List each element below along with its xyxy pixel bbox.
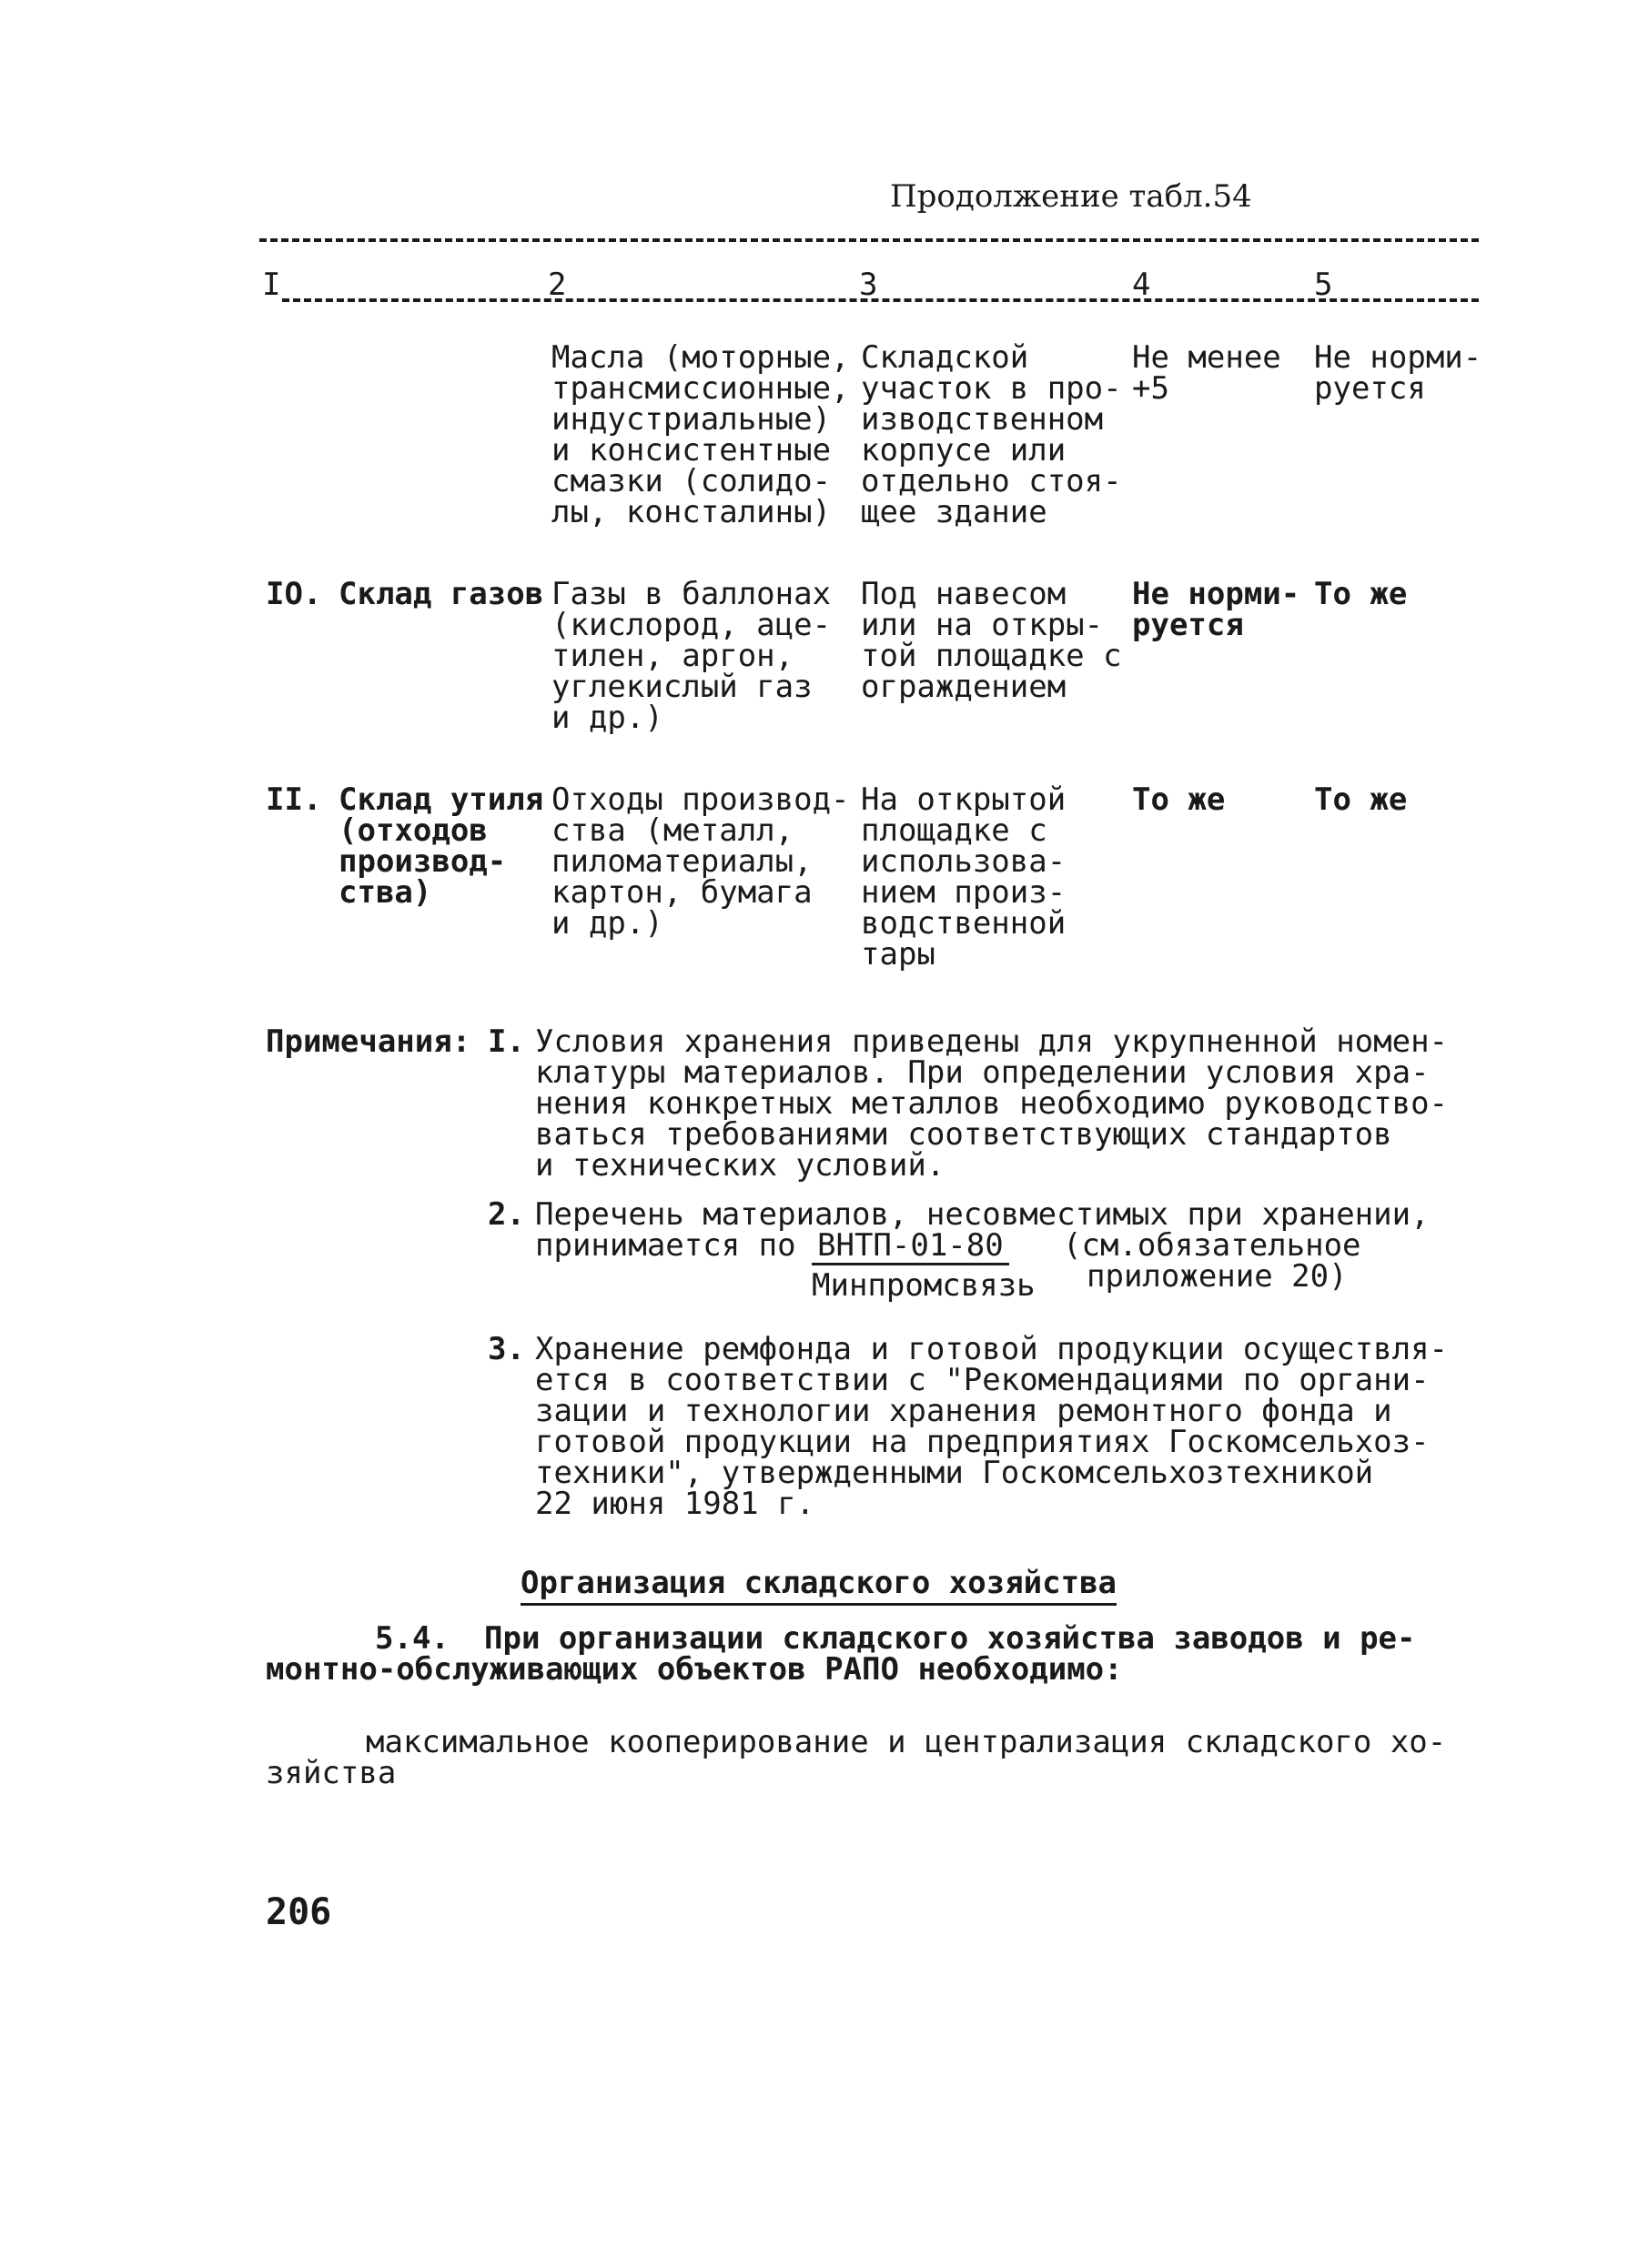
column-number-2: 2: [548, 267, 567, 303]
row1-materials: Масла (моторные, трансмиссионные, индустриальные) и консистентные смазки (солидо- лы, консталины): [551, 339, 850, 530]
row1-storage: Складской участок в про- изводственном корпусе или отдельно стоя- щее здание: [861, 339, 1122, 530]
row1-temperature: Не менее +5: [1132, 339, 1281, 407]
row2-temperature: Не норми- руется: [1132, 576, 1300, 643]
row3-humidity: То же: [1314, 781, 1408, 818]
note2-appendix-ref: приложение 20): [1087, 1258, 1348, 1295]
table-continuation-caption: Продолжение табл.54: [890, 178, 1252, 215]
row1-humidity: Не норми- руется: [1314, 339, 1482, 407]
row2-warehouse-name: Склад газов: [339, 576, 544, 612]
column-number-4: 4: [1132, 267, 1151, 303]
row3-number: II.: [266, 781, 322, 818]
row2-number: IO.: [266, 576, 322, 612]
note2-number: 2.: [488, 1196, 525, 1233]
note2-text: Перечень материалов, несовместимых при хранении, принимается по: [535, 1196, 1430, 1264]
row2-materials: Газы в баллонах (кислород, аце- тилен, аргон, углекислый газ и др.): [551, 576, 832, 736]
table-top-rule: [259, 238, 1479, 242]
column-number-3: 3: [859, 267, 878, 303]
note2-mandatory-ref: (см.обязательное: [1063, 1227, 1361, 1264]
row3-temperature: То же: [1132, 781, 1226, 818]
paragraph-5-4-text: При организации складского хозяйства заводов и ре- монтно-обслуживающих объектов РАПО необходимо:: [266, 1620, 1416, 1688]
note2-ministry: Минпромсвязь: [812, 1267, 1036, 1304]
column-header-rule: [282, 298, 1479, 302]
row3-materials: Отходы производ- ства (металл, пиломатериалы, картон, бумага и др.): [551, 781, 850, 942]
row3-warehouse-name: Склад утиля (отходов производ- ства): [339, 781, 544, 911]
paragraph-number: 5.4.: [375, 1620, 450, 1657]
note3-number: 3.: [488, 1331, 525, 1367]
note1-number: I.: [488, 1023, 525, 1060]
note3-text: Хранение ремфонда и готовой продукции осуществля- ется в соответствии с "Рекомендациями по органи- зации и технологии хранения ремонтного фонда и готовой продукции на предприятиях Госкомсельхоз- техники", утвержденными Госкомсельхозтехникой 22 июня 1981 г.: [535, 1331, 1449, 1522]
row2-humidity: То же: [1314, 576, 1408, 612]
column-number-5: 5: [1314, 267, 1333, 303]
notes-label: Примечания:: [266, 1023, 471, 1060]
note1-text: Условия хранения приведены для укрупненной номен- клатуры материалов. При определении условия хра- нения конкретных металлов необходимо руководство- ваться требованиями соответствующих стандартов и технических условий.: [535, 1023, 1449, 1184]
column-number-1: I: [262, 267, 281, 303]
section-heading: Организация складского хозяйства: [521, 1567, 1117, 1606]
page-number: 206: [266, 1891, 332, 1933]
row2-storage: Под навесом или на откры- той площадке с ограждением: [861, 576, 1122, 705]
note2-standard-ref: ВНТП-01-80: [812, 1230, 1009, 1265]
row3-storage: На открытой площадке с использова- нием произ- водственной тары: [861, 781, 1067, 973]
requirement-item: максимальное кооперирование и централизация складского хо- зяйства: [266, 1724, 1447, 1791]
